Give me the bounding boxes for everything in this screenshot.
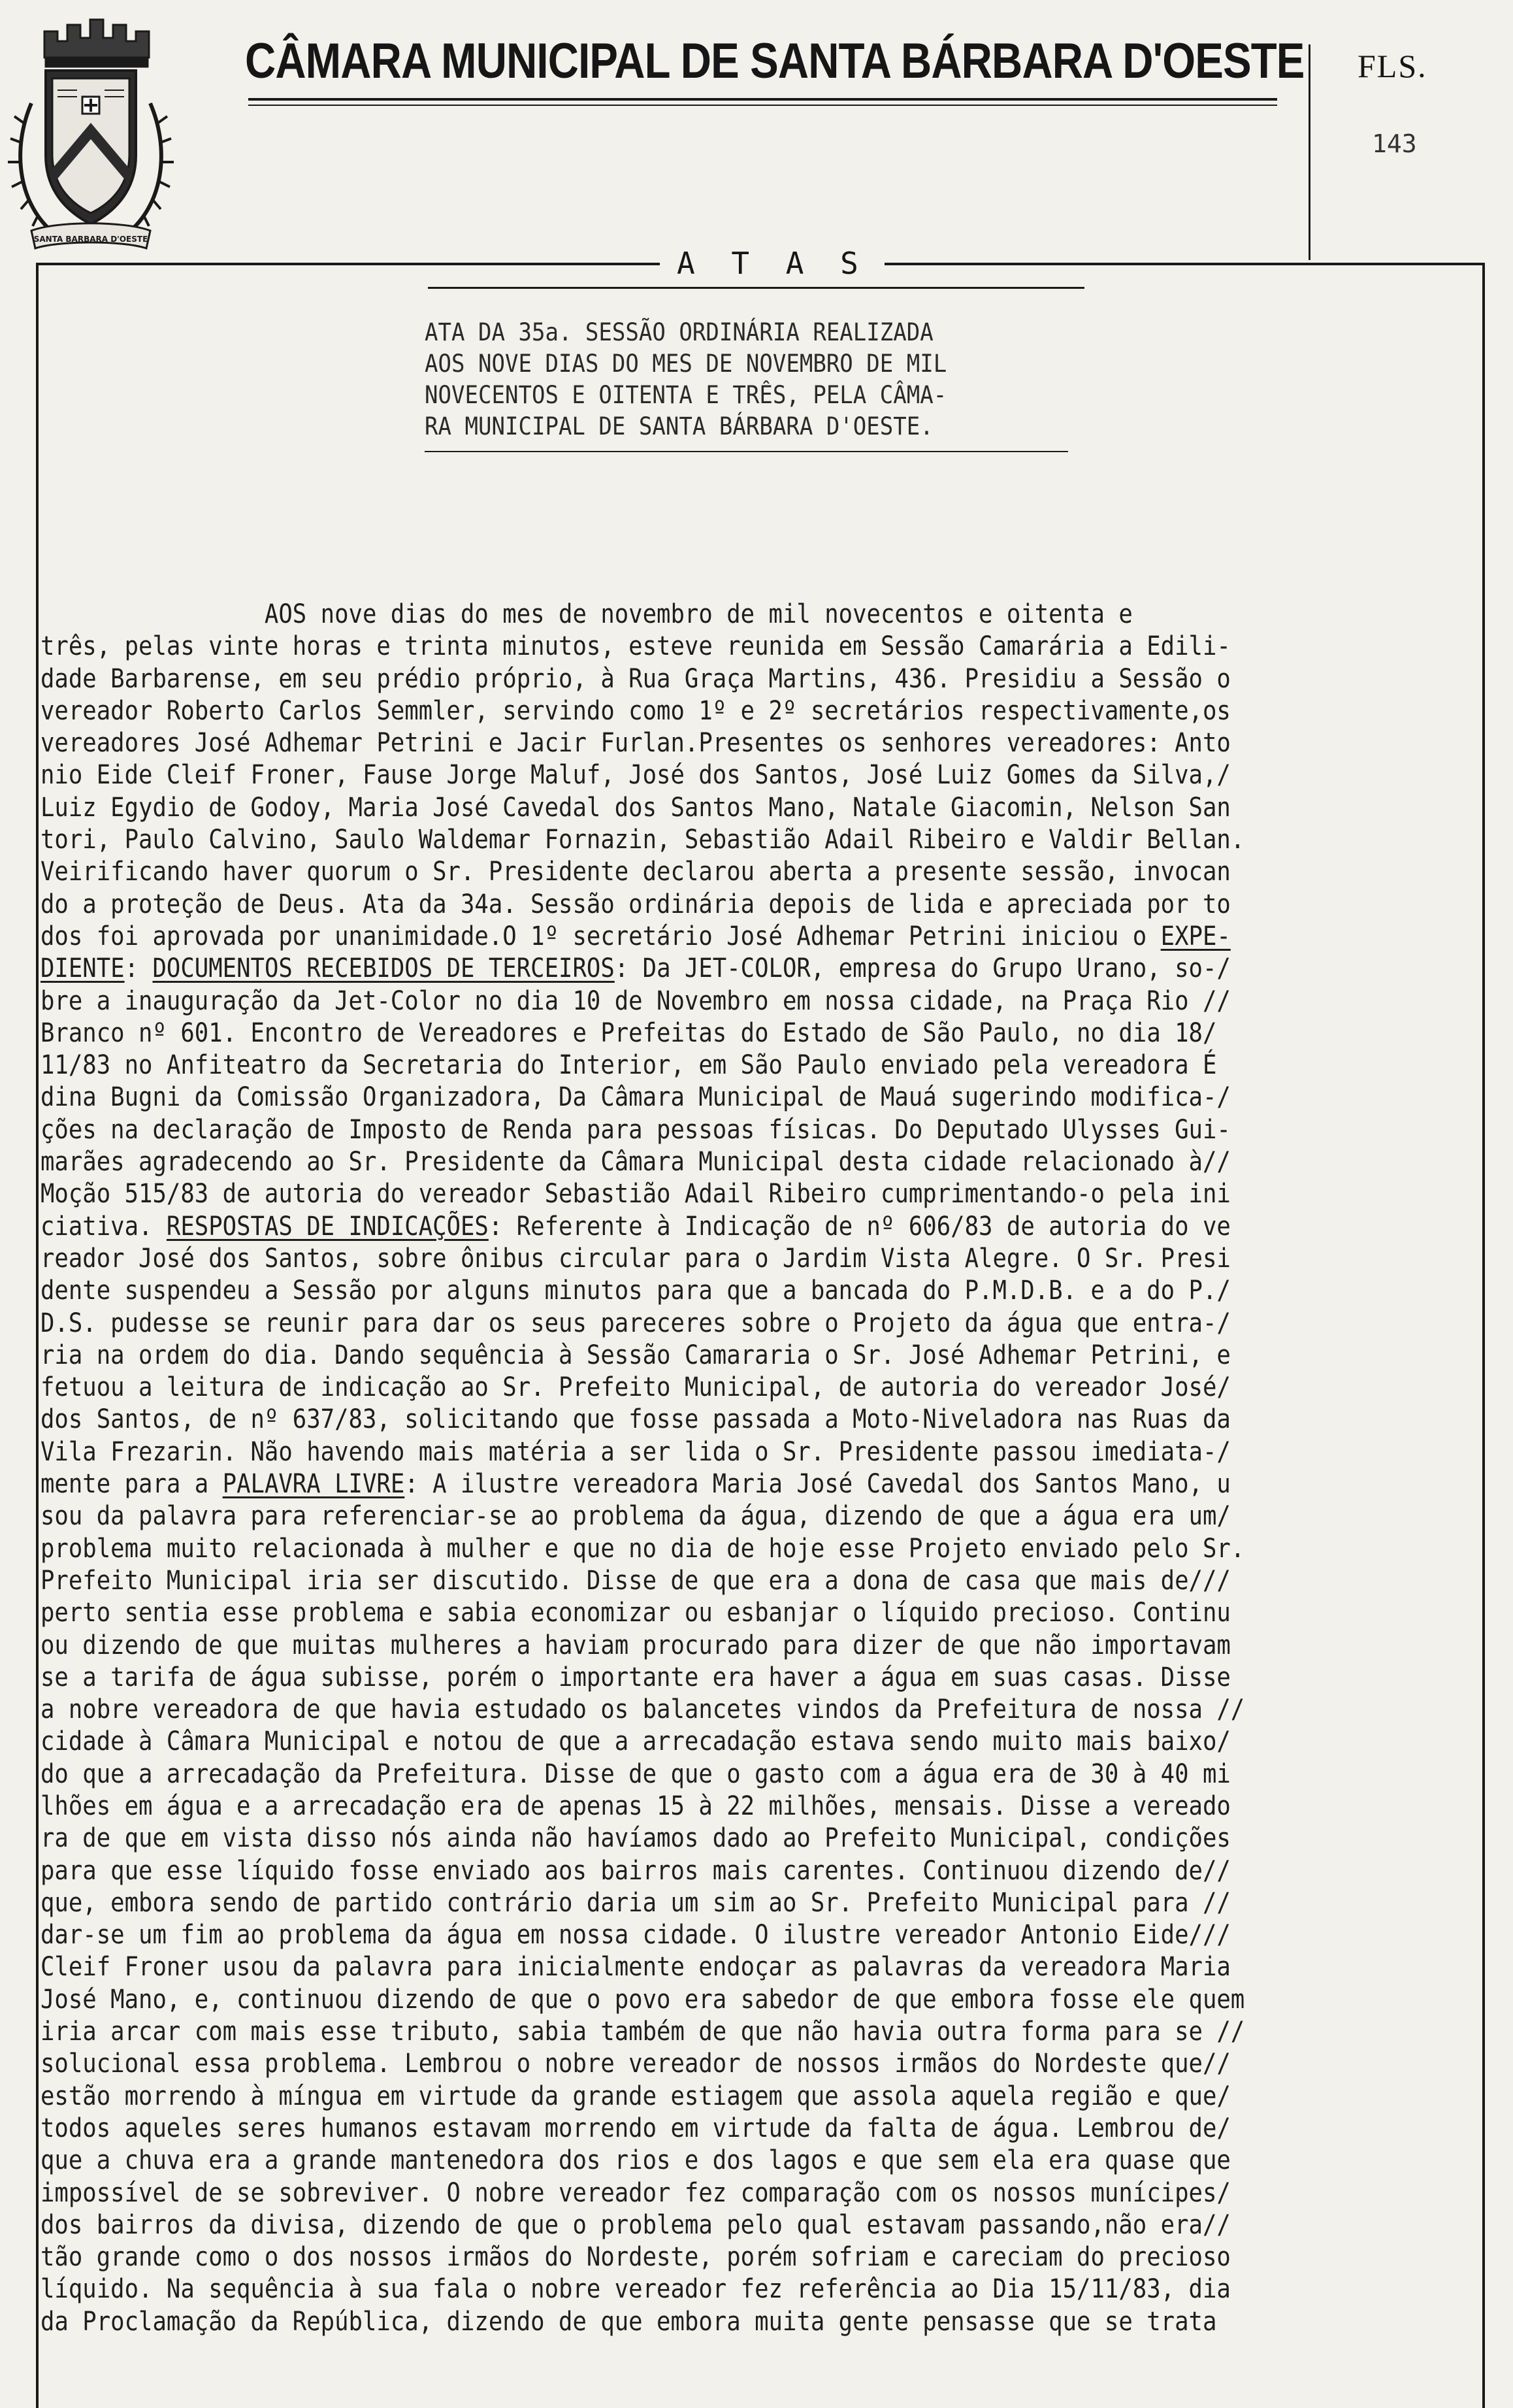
body-line: dar-se um fim ao problema da água em nossa cidade. O ilustre vereador Antonio Eide/// xyxy=(41,1920,1231,1951)
crest-motto: SANTA BARBARA D'OESTE xyxy=(33,235,148,244)
body-line: perto sentia esse problema e sabia economizar ou esbanjar o líquido precioso. Continu xyxy=(41,1598,1231,1628)
body-line: Luiz Egydio de Godoy, Maria José Cavedal dos Santos Mano, Natale Giacomin, Nelson San xyxy=(41,792,1231,823)
body-line: iria arcar com mais esse tributo, sabia também de que não havia outra forma para se // xyxy=(41,2017,1245,2047)
body-line: nio Eide Cleif Froner, Fause Jorge Maluf, José dos Santos, José Luiz Gomes da Silva,/ xyxy=(41,760,1231,791)
section-rule xyxy=(428,287,1084,289)
body-line: dade Barbarense, em seu prédio próprio, à Rua Graça Martins, 436. Presidiu a Sessão o xyxy=(41,663,1231,694)
body-line: Prefeito Municipal iria ser discutido. Disse de que era a dona de casa que mais de/// xyxy=(41,1565,1231,1596)
body-line: D.S. pudesse se reunir para dar os seus pareceres sobre o Projeto da água que entra-/ xyxy=(41,1308,1231,1338)
body-line: da Proclamação da República, dizendo de que embora muita gente pensasse que se trata xyxy=(41,2306,1217,2337)
body-line: estão morrendo à míngua em virtude da grande estiagem que assola aquela região e que/ xyxy=(41,2081,1231,2111)
body-line: Vila Frezarin. Não havendo mais matéria a ser lida o Sr. Presidente passou imediata-/ xyxy=(41,1436,1231,1467)
heading-underline xyxy=(425,451,1068,452)
body-line: todos aqueles seres humanos estavam morrendo em virtude da falta de água. Lembrou de/ xyxy=(41,2113,1231,2143)
body-line: Veirificando haver quorum o Sr. Presidente declarou aberta a presente sessão, invocan xyxy=(41,857,1231,887)
body-line: impossível de se sobreviver. O nobre vereador fez comparação com os nossos munícipes/ xyxy=(41,2177,1231,2208)
body-line: Branco nº 601. Encontro de Vereadores e Prefeitas do Estado de São Paulo, no dia 18/ xyxy=(41,1017,1217,1048)
body-line: reador José dos Santos, sobre ônibus circular para o Jardim Vista Alegre. O Sr. Presi xyxy=(41,1243,1231,1274)
body-line: 11/83 no Anfiteatro da Secretaria do Interior, em São Paulo enviado pela vereadora É xyxy=(41,1050,1217,1081)
heading-line: ATA DA 35a. SESSÃO ORDINÁRIA REALIZADA xyxy=(425,318,934,346)
body-line: Cleif Froner usou da palavra para inicialmente endoçar as palavras da vereadora Maria xyxy=(41,1952,1231,1983)
body-line: AOS nove dias do mes de novembro de mil novecentos e oitenta e xyxy=(41,599,1133,629)
body-line: dos bairros da divisa, dizendo de que o problema pelo qual estavam passando,não era// xyxy=(41,2209,1231,2240)
body-line: que a chuva era a grande mantenedora dos rios e dos lagos e que sem ela era quase que xyxy=(41,2145,1231,2176)
body-line: dente suspendeu a Sessão por alguns minutos para que a bancada do P.M.D.B. e a do P./ xyxy=(41,1276,1231,1306)
body-line: ciativa. RESPOSTAS DE INDICAÇÕES: Referente à Indicação de nº 606/83 de autoria do ve xyxy=(41,1211,1231,1242)
body-line: dos Santos, de nº 637/83, solicitando que fosse passada a Moto-Niveladora nas Ruas da xyxy=(41,1404,1231,1435)
body-line: ções na declaração de Imposto de Renda para pessoas físicas. Do Deputado Ulysses Gui- xyxy=(41,1114,1231,1145)
body-line: ra de que em vista disso nós ainda não havíamos dado ao Prefeito Municipal, condições xyxy=(41,1823,1231,1854)
body-line: solucional essa problema. Lembrou o nobre vereador de nossos irmãos do Nordeste que// xyxy=(41,2049,1231,2079)
body-line: do que a arrecadação da Prefeitura. Disse de que o gasto com a água era de 30 à 40 mi xyxy=(41,1758,1231,1789)
fls-label: FLS. xyxy=(1358,48,1427,84)
body-line: fetuou a leitura de indicação ao Sr. Prefeito Municipal, de autoria do vereador José/ xyxy=(41,1372,1231,1403)
body-line: tão grande como o dos nossos irmãos do Nordeste, porém sofriam e careciam do precioso xyxy=(41,2242,1231,2273)
body-line: José Mano, e, continuou dizendo de que o povo era sabedor de que embora fosse ele quem xyxy=(41,1984,1245,2015)
body-line: mente para a PALAVRA LIVRE: A ilustre vereadora Maria José Cavedal dos Santos Mano, u xyxy=(41,1469,1231,1500)
body-line: que, embora sendo de partido contrário daria um sim ao Sr. Prefeito Municipal para // xyxy=(41,1887,1231,1918)
minutes-body xyxy=(41,599,1488,2338)
heading-line: AOS NOVE DIAS DO MES DE NOVEMBRO DE MIL xyxy=(425,350,947,378)
heading-line: RA MUNICIPAL DE SANTA BÁRBARA D'OESTE. xyxy=(425,412,934,440)
chamber-title: CÂMARA MUNICIPAL DE SANTA BÁRBARA D'OESTE xyxy=(245,33,1305,89)
heading-line: NOVECENTOS E OITENTA E TRÊS, PELA CÂMA- xyxy=(425,381,947,409)
body-line: dina Bugni da Comissão Organizadora, Da Câmara Municipal de Mauá sugerindo modifica-/ xyxy=(41,1082,1231,1113)
body-line: se a tarifa de água subisse, porém o importante era haver a água em suas casas. Disse xyxy=(41,1662,1231,1692)
body-line: Moção 515/83 de autoria do vereador Sebastião Adail Ribeiro cumprimentando-o pela ini xyxy=(41,1179,1231,1210)
section-label: A T A S xyxy=(660,246,885,281)
body-line: cidade à Câmara Municipal e notou de que a arrecadação estava sendo muito mais baixo/ xyxy=(41,1726,1231,1757)
minutes-heading xyxy=(425,317,1111,442)
body-line: DIENTE: DOCUMENTOS RECEBIDOS DE TERCEIROS: Da JET-COLOR, empresa do Grupo Urano, so-/ xyxy=(41,953,1231,984)
body-line: ou dizendo de que muitas mulheres a haviam procurado para dizer de que não importavam xyxy=(41,1630,1231,1660)
fls-divider xyxy=(1309,44,1310,260)
title-underline-thin xyxy=(248,105,1277,106)
body-line: dos foi aprovada por unanimidade.O 1º secretário José Adhemar Petrini iniciou o EXPE- xyxy=(41,921,1231,951)
body-line: para que esse líquido fosse enviado aos bairros mais carentes. Continuou dizendo de// xyxy=(41,1855,1231,1886)
title-underline xyxy=(248,98,1277,101)
body-line: bre a inauguração da Jet-Color no dia 10 de Novembro em nossa cidade, na Praça Rio // xyxy=(41,985,1231,1016)
body-line: tori, Paulo Calvino, Saulo Waldemar Fornazin, Sebastião Adail Ribeiro e Valdir Bellan. xyxy=(41,825,1245,855)
body-line: a nobre vereadora de que havia estudado os balancetes vindos da Prefeitura de nossa // xyxy=(41,1694,1245,1725)
body-line: marães agradecendo ao Sr. Presidente da Câmara Municipal desta cidade relacionado à// xyxy=(41,1147,1231,1178)
body-line: lhões em água e a arrecadação era de apenas 15 à 22 milhões, mensais. Disse a vereado xyxy=(41,1790,1231,1821)
body-line: ria na ordem do dia. Dando sequência à Sessão Camararia o Sr. José Adhemar Petrini, e xyxy=(41,1340,1231,1370)
body-line: problema muito relacionada à mulher e que no dia de hoje esse Projeto enviado pelo Sr. xyxy=(41,1533,1245,1564)
body-line: três, pelas vinte horas e trinta minutos, esteve reunida em Sessão Camarária a Edili- xyxy=(41,631,1231,662)
body-line: vereador Roberto Carlos Semmler, servindo como 1º e 2º secretários respectivamente,os xyxy=(41,695,1231,726)
body-line: do a proteção de Deus. Ata da 34a. Sessão ordinária depois de lida e apreciada por to xyxy=(41,889,1231,919)
body-line: vereadores José Adhemar Petrini e Jacir Furlan.Presentes os senhores vereadores: Anto xyxy=(41,728,1231,759)
page-number: 143 xyxy=(1372,129,1417,158)
municipal-crest-icon xyxy=(5,5,176,255)
body-line: líquido. Na sequência à sua fala o nobre vereador fez referência ao Dia 15/11/83, dia xyxy=(41,2274,1231,2305)
body-line: sou da palavra para referenciar-se ao problema da água, dizendo de que a água era um/ xyxy=(41,1501,1231,1532)
